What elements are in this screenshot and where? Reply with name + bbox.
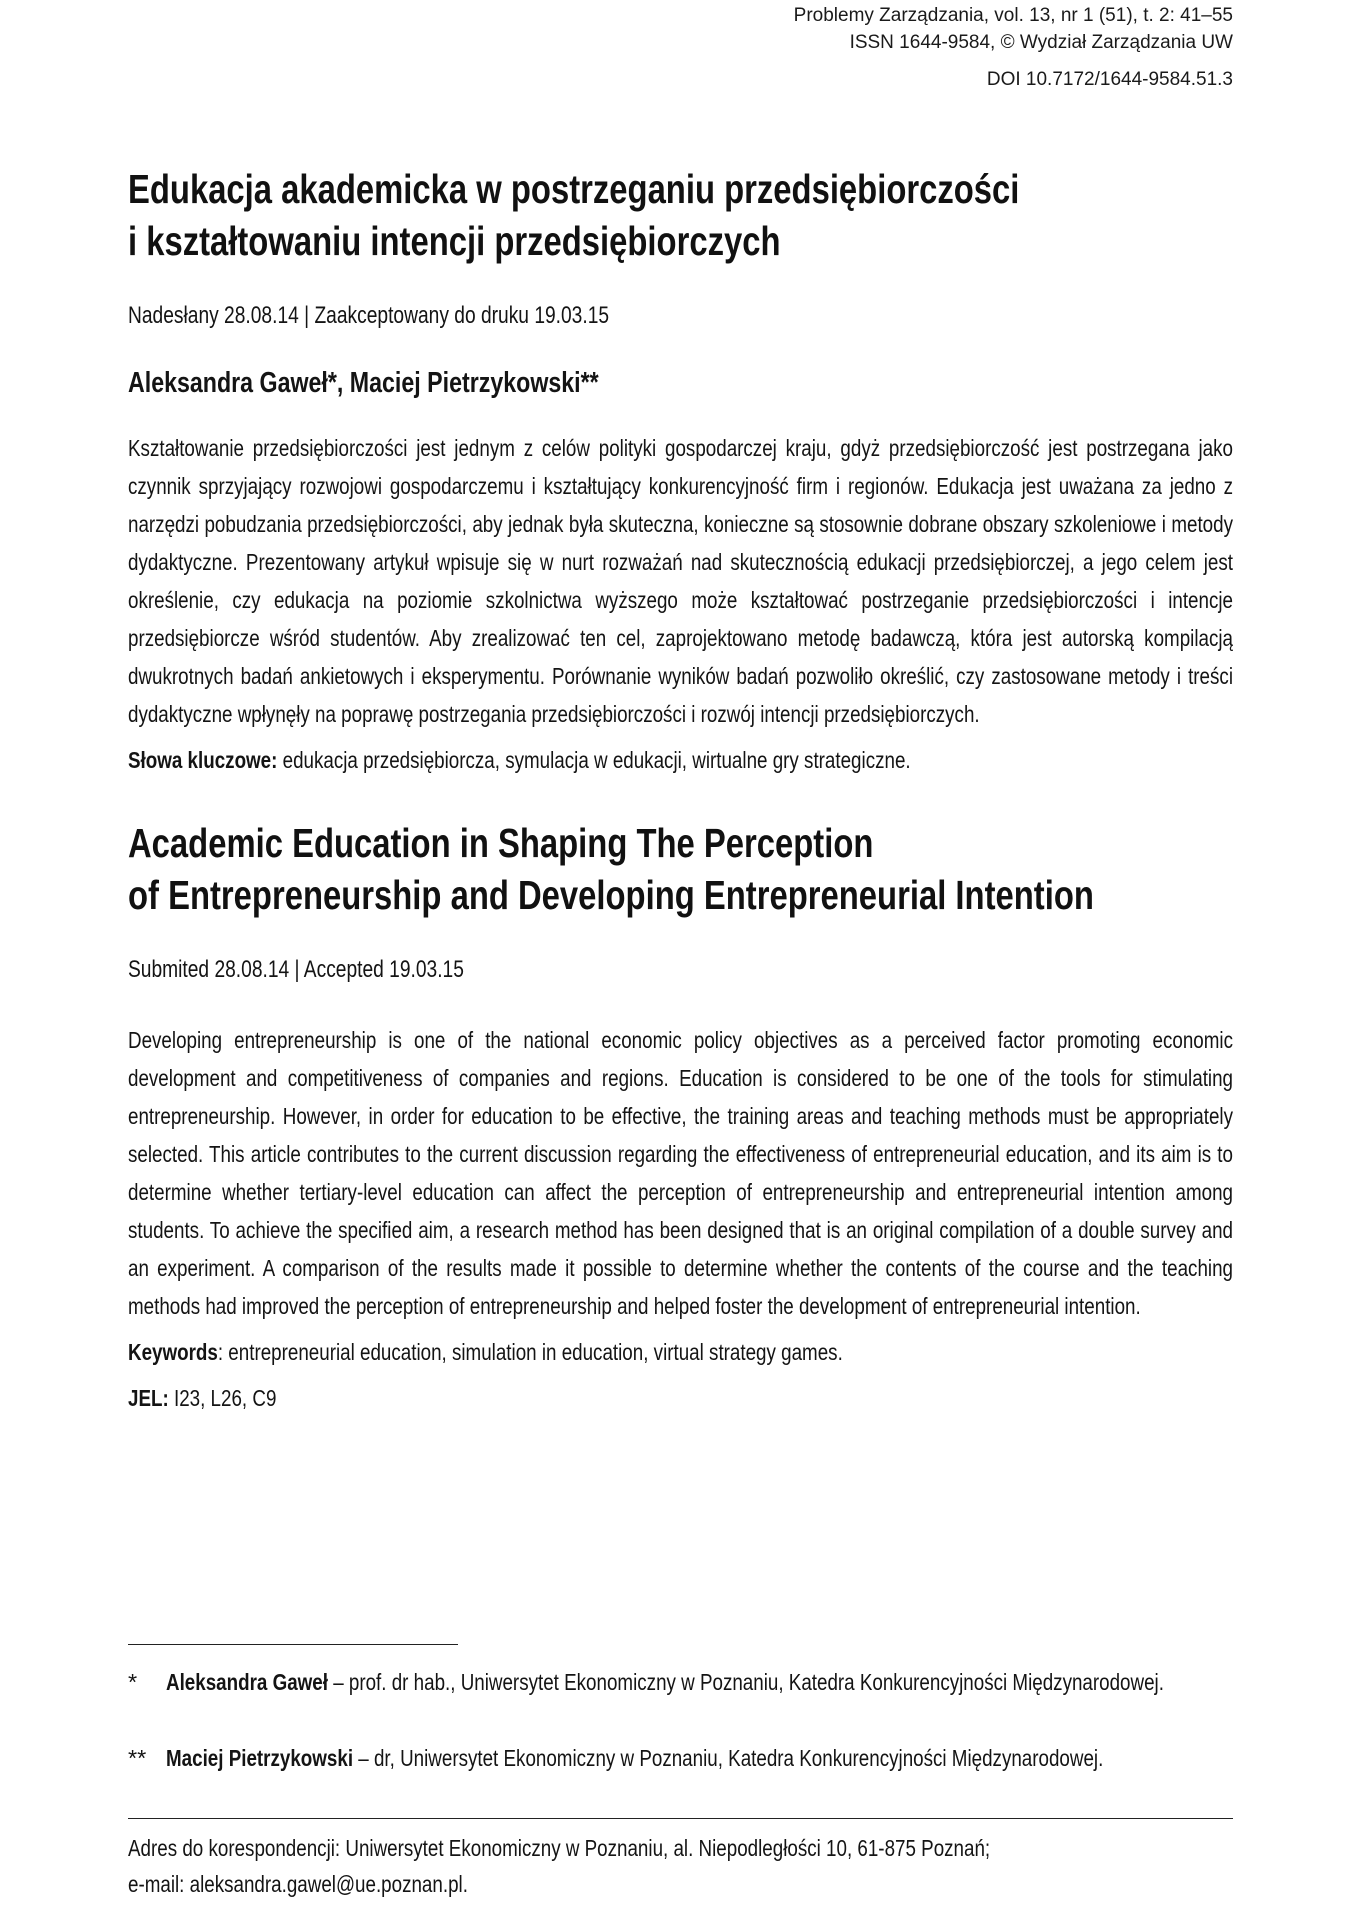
footnote-1 xyxy=(128,1664,1233,1736)
english-abstract: Developing entrepreneurship is one of the national economic policy objectives as a perceived factor promoting economic development and competitiveness of companies and regions. Education is considered to be one of the tools for stimulating entrepreneurship. However, in order for education to be effective, the training areas and teaching methods must be appropriately selected. This article contributes to the current discussion regarding the effectiveness of entrepreneurial education, and its aim is to determine whether tertiary-level education can affect the perception of entrepreneurship and entrepreneurial intention among students. To achieve the specified aim, a research method has been designed that is an original compilation of a double survey and an experiment. A comparison of the results made it possible to determine whether the contents of the course and the teaching methods had improved the perception of entrepreneurship and helped foster the development of entrepreneurial intention. xyxy=(128,1027,1233,1319)
polish-title xyxy=(128,163,1233,267)
polish-title-line-2: i kształtowaniu intencji przedsiębiorczych xyxy=(128,218,781,264)
jel-label: JEL: xyxy=(128,1385,169,1411)
english-keywords-label: Keywords xyxy=(128,1339,218,1365)
footnote-divider xyxy=(128,1644,458,1645)
footnote-2-text: – dr, Uniwersytet Ekonomiczny w Poznaniu, Katedra Konkurencyjności Międzynarodowej. xyxy=(353,1745,1104,1771)
footnote-2-name: Maciej Pietrzykowski xyxy=(166,1745,354,1771)
footnote-2 xyxy=(128,1740,1233,1812)
footnote-2-mark: ** xyxy=(128,1745,147,1771)
english-dates: Submited 28.08.14 | Accepted 19.03.15 xyxy=(128,956,464,983)
jel-codes xyxy=(128,1381,1233,1415)
footnote-1-text: – prof. dr hab., Uniwersytet Ekonomiczny w Poznaniu, Katedra Konkurencyjności Międzynarodowej. xyxy=(327,1669,1164,1695)
polish-keywords-label: Słowa kluczowe: xyxy=(128,747,278,773)
polish-abstract: Kształtowanie przedsiębiorczości jest jednym z celów polityki gospodarczej kraju, gdyż przedsiębiorczość jest postrzegana jako czynnik sprzyjający rozwojowi gospodarczemu i kształtujący konkurencyjność firm i regionów. Edukacja jest uważana za jedno z narzędzi pobudzania przedsiębiorczości, aby jednak była skuteczna, konieczne są stosownie dobrane obszary szkoleniowe i metody dydaktyczne. Prezentowany artykuł wpisuje się w nurt rozważań nad skutecznością edukacji przedsiębiorczej, a jego celem jest określenie, czy edukacja na poziomie szkolnictwa wyższego może kształtować postrzeganie przedsiębiorczości i intencje przedsiębiorcze wśród studentów. Aby zrealizować ten cel, zaprojektowano metodę badawczą, która jest autorską kompilacją dwukrotnych badań ankietowych i eksperymentu. Porównanie wyników badań pozwoliło określić, czy zastosowane metody i treści dydaktyczne wpłynęły na poprawę postrzegania przedsiębiorczości i rozwój intencji przedsiębiorczych. xyxy=(128,435,1233,727)
correspondence-email[interactable]: e-mail: aleksandra.gawel@ue.poznan.pl. xyxy=(128,1871,468,1897)
english-title-line-1: Academic Education in Shaping The Perception xyxy=(128,820,874,866)
issn-line: ISSN 1644-9584, © Wydział Zarządzania UW xyxy=(849,32,1233,53)
polish-dates: Nadesłany 28.08.14 | Zaakceptowany do druku 19.03.15 xyxy=(128,302,610,329)
footnote-1-name: Aleksandra Gaweł xyxy=(166,1669,328,1695)
journal-header xyxy=(794,2,1233,93)
english-title-line-2: of Entrepreneurship and Developing Entrepreneurial Intention xyxy=(128,872,1094,918)
correspondence xyxy=(128,1830,1233,1902)
address-divider xyxy=(128,1818,1233,1819)
english-title xyxy=(128,817,1233,921)
journal-citation: Problemy Zarządzania, vol. 13, nr 1 (51), t. 2: 41–55 xyxy=(793,5,1233,26)
jel-text: I23, L26, C9 xyxy=(168,1385,277,1411)
footnote-1-mark: * xyxy=(128,1669,138,1695)
polish-keywords-text: edukacja przedsiębiorcza, symulacja w edukacji, wirtualne gry strategiczne. xyxy=(277,747,911,773)
english-keywords xyxy=(128,1335,1233,1369)
doi-line: DOI 10.7172/1644-9584.51.3 xyxy=(986,69,1233,90)
authors: Aleksandra Gaweł*, Maciej Pietrzykowski** xyxy=(128,367,599,399)
polish-keywords xyxy=(128,743,1233,777)
correspondence-address: Adres do korespondencji: Uniwersytet Ekonomiczny w Poznaniu, al. Niepodległości 10, 61-875 Poznań; xyxy=(128,1835,991,1861)
polish-title-line-1: Edukacja akademicka w postrzeganiu przedsiębiorczości xyxy=(128,166,1020,212)
article-front-matter xyxy=(128,163,1233,1415)
english-keywords-text: : entrepreneurial education, simulation in education, virtual strategy games. xyxy=(217,1339,843,1365)
